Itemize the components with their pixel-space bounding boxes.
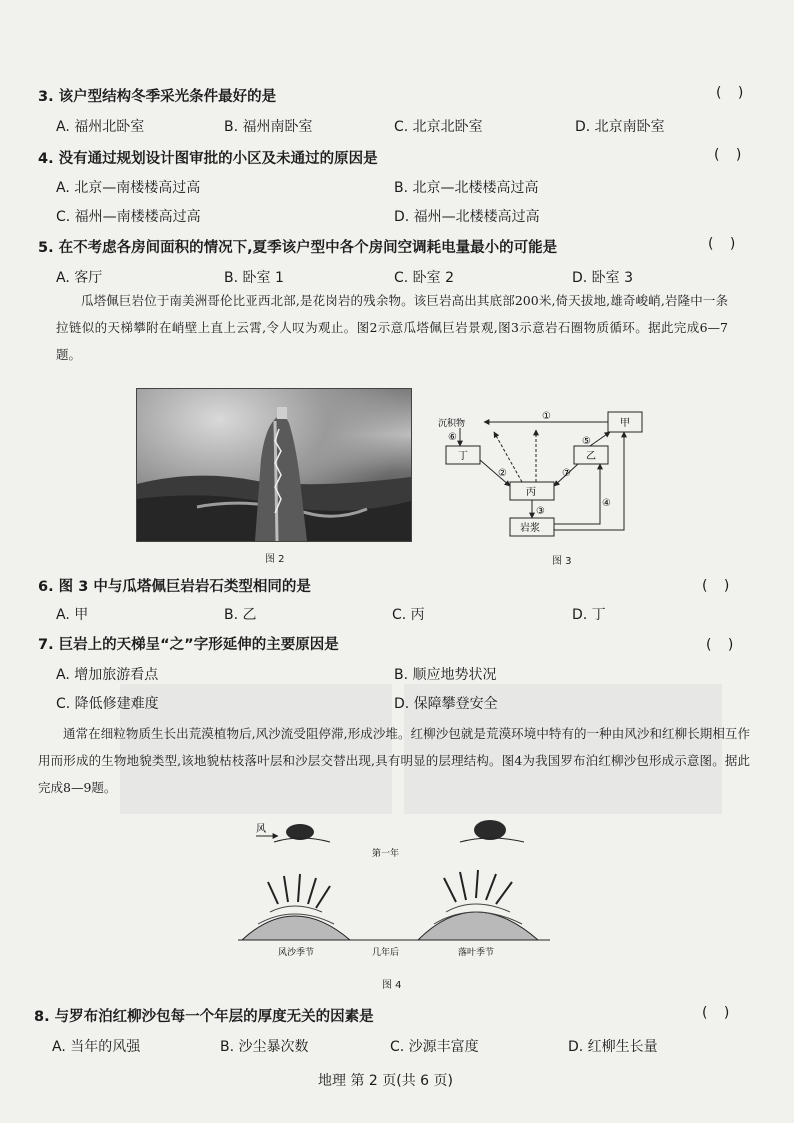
arrow-label-1: ① — [542, 411, 551, 422]
question-8-option-d: D. 红柳生长量 — [568, 1039, 658, 1055]
question-6-option-c: C. 丙 — [392, 607, 425, 623]
node-magma-label: 岩浆 — [520, 523, 540, 534]
figure-3-caption: 图 3 — [552, 556, 572, 567]
mound-right-layer-2 — [446, 904, 510, 912]
question-8-option-b: B. 沙尘暴次数 — [220, 1039, 309, 1055]
question-8-answer-bracket: ( ) — [702, 1005, 736, 1021]
node-sediment-label: 沉积物 — [438, 419, 466, 429]
page-footer: 地理 第 2 页(共 6 页) — [318, 1073, 453, 1089]
question-5-option-b: B. 卧室 1 — [224, 270, 284, 286]
mound-left-layer-2 — [270, 906, 322, 912]
years-later-label: 几年后 — [372, 948, 400, 958]
arrow-label-6: ⑥ — [448, 432, 457, 443]
question-8-stem: 8. 与罗布泊红柳沙包每一个年层的厚度无关的因素是 — [34, 1009, 374, 1025]
question-8-option-c: C. 沙源丰富度 — [390, 1039, 479, 1055]
first-year-label: 第一年 — [372, 849, 400, 859]
node-ding-label: 丁 — [458, 451, 468, 462]
arrow-magma-to-yi — [554, 464, 600, 524]
passage-tamarisk-mound — [38, 720, 750, 801]
shrub-later-left — [268, 874, 330, 908]
question-5-option-c: C. 卧室 2 — [394, 270, 455, 286]
question-5-answer-bracket: ( ) — [708, 236, 742, 252]
question-7-stem: 7. 巨岩上的天梯呈“之”字形延伸的主要原因是 — [38, 637, 339, 653]
figure-2-caption: 图 2 — [265, 554, 285, 565]
question-5-option-d: D. 卧室 3 — [572, 270, 634, 286]
passage-guatape-text: 瓜塔佩巨岩位于南美洲哥伦比亚西北部,是花岗岩的残余物。该巨岩高出其底部200米,倚天拔地,雄奇峻峭,岩隆中一条拉链似的天梯攀附在峭壁上直上云霄,令人叹为观止。图2示意瓜塔佩巨岩景观,图3示意岩石圈物质循环。据此完成6—7题。 — [56, 293, 728, 362]
passage-guatape-rock — [56, 287, 728, 368]
question-6-answer-bracket: ( ) — [702, 578, 736, 594]
shrub-later-right — [444, 870, 512, 904]
question-5-option-a: A. 客厅 — [56, 270, 103, 286]
figure-4-tamarisk-mound — [238, 812, 550, 962]
passage-tamarisk-text: 通常在细粒物质生长出荒漠植物后,风沙流受阻停滞,形成沙堆。红柳沙包就是荒漠环境中特有的一种由风沙和红柳长期相互作用而形成的生物地貌类型,该地貌枯枝落叶层和沙层交替出现,具有明显的层理结构。图4为我国罗布泊红柳沙包形成示意图。据此完成8—9题。 — [38, 726, 750, 795]
mound-later-left — [242, 916, 350, 940]
question-4-option-a: A. 北京—南楼楼高过高 — [56, 180, 201, 196]
question-7-option-b: B. 顺应地势状况 — [394, 667, 497, 683]
rock-silhouette — [137, 389, 411, 541]
question-6-option-d: D. 丁 — [572, 607, 606, 623]
question-4-stem: 4. 没有通过规划设计图审批的小区及未通过的原因是 — [38, 151, 378, 167]
question-3-option-b: B. 福州南卧室 — [224, 119, 313, 135]
node-jia-label: 甲 — [620, 418, 630, 429]
question-7-option-a: A. 增加旅游看点 — [56, 667, 159, 683]
question-8-option-a: A. 当年的风强 — [52, 1039, 141, 1055]
arrow-yi-to-jia — [590, 432, 610, 446]
shrub-year1-right — [474, 820, 506, 840]
figure-4-caption: 图 4 — [382, 980, 402, 991]
season-leaf-label: 落叶季节 — [458, 948, 495, 958]
question-3-option-c: C. 北京北卧室 — [394, 119, 483, 135]
arrow-label-4: ④ — [602, 498, 611, 509]
question-4-option-b: B. 北京—北楼楼高过高 — [394, 180, 539, 196]
figure-2-rock-photo — [136, 388, 412, 542]
question-6-option-a: A. 甲 — [56, 607, 89, 623]
season-sand-label: 风沙季节 — [278, 948, 315, 958]
question-3-answer-bracket: ( ) — [716, 85, 750, 101]
question-7-answer-bracket: ( ) — [706, 637, 740, 653]
question-5-stem: 5. 在不考虑各房间面积的情况下,夏季该户型中各个房间空调耗电量最小的可能是 — [38, 240, 558, 256]
question-4-answer-bracket: ( ) — [714, 147, 748, 163]
arrow-label-3: ③ — [536, 506, 545, 517]
question-4-option-c: C. 福州—南楼楼高过高 — [56, 209, 201, 225]
question-3-option-d: D. 北京南卧室 — [575, 119, 665, 135]
question-7-option-d: D. 保障攀登安全 — [394, 696, 498, 712]
mound-later-right — [418, 912, 538, 940]
arrow-label-2: ② — [498, 468, 507, 479]
question-7-option-c: C. 降低修建难度 — [56, 696, 159, 712]
figure-3-rock-cycle — [438, 402, 650, 550]
question-4-option-d: D. 福州—北楼楼高过高 — [394, 209, 540, 225]
arrow-label-7: ⑦ — [562, 468, 571, 479]
question-3-option-a: A. 福州北卧室 — [56, 119, 145, 135]
question-6-stem: 6. 图 3 中与瓜塔佩巨岩岩石类型相同的是 — [38, 579, 311, 595]
arrow-label-5: ⑤ — [582, 436, 591, 447]
node-bing-label: 丙 — [526, 487, 536, 498]
question-6-option-b: B. 乙 — [224, 607, 257, 623]
wind-label: 风 — [256, 824, 266, 835]
node-yi-label: 乙 — [586, 451, 596, 462]
question-3-stem: 3. 该户型结构冬季采光条件最好的是 — [38, 89, 277, 105]
